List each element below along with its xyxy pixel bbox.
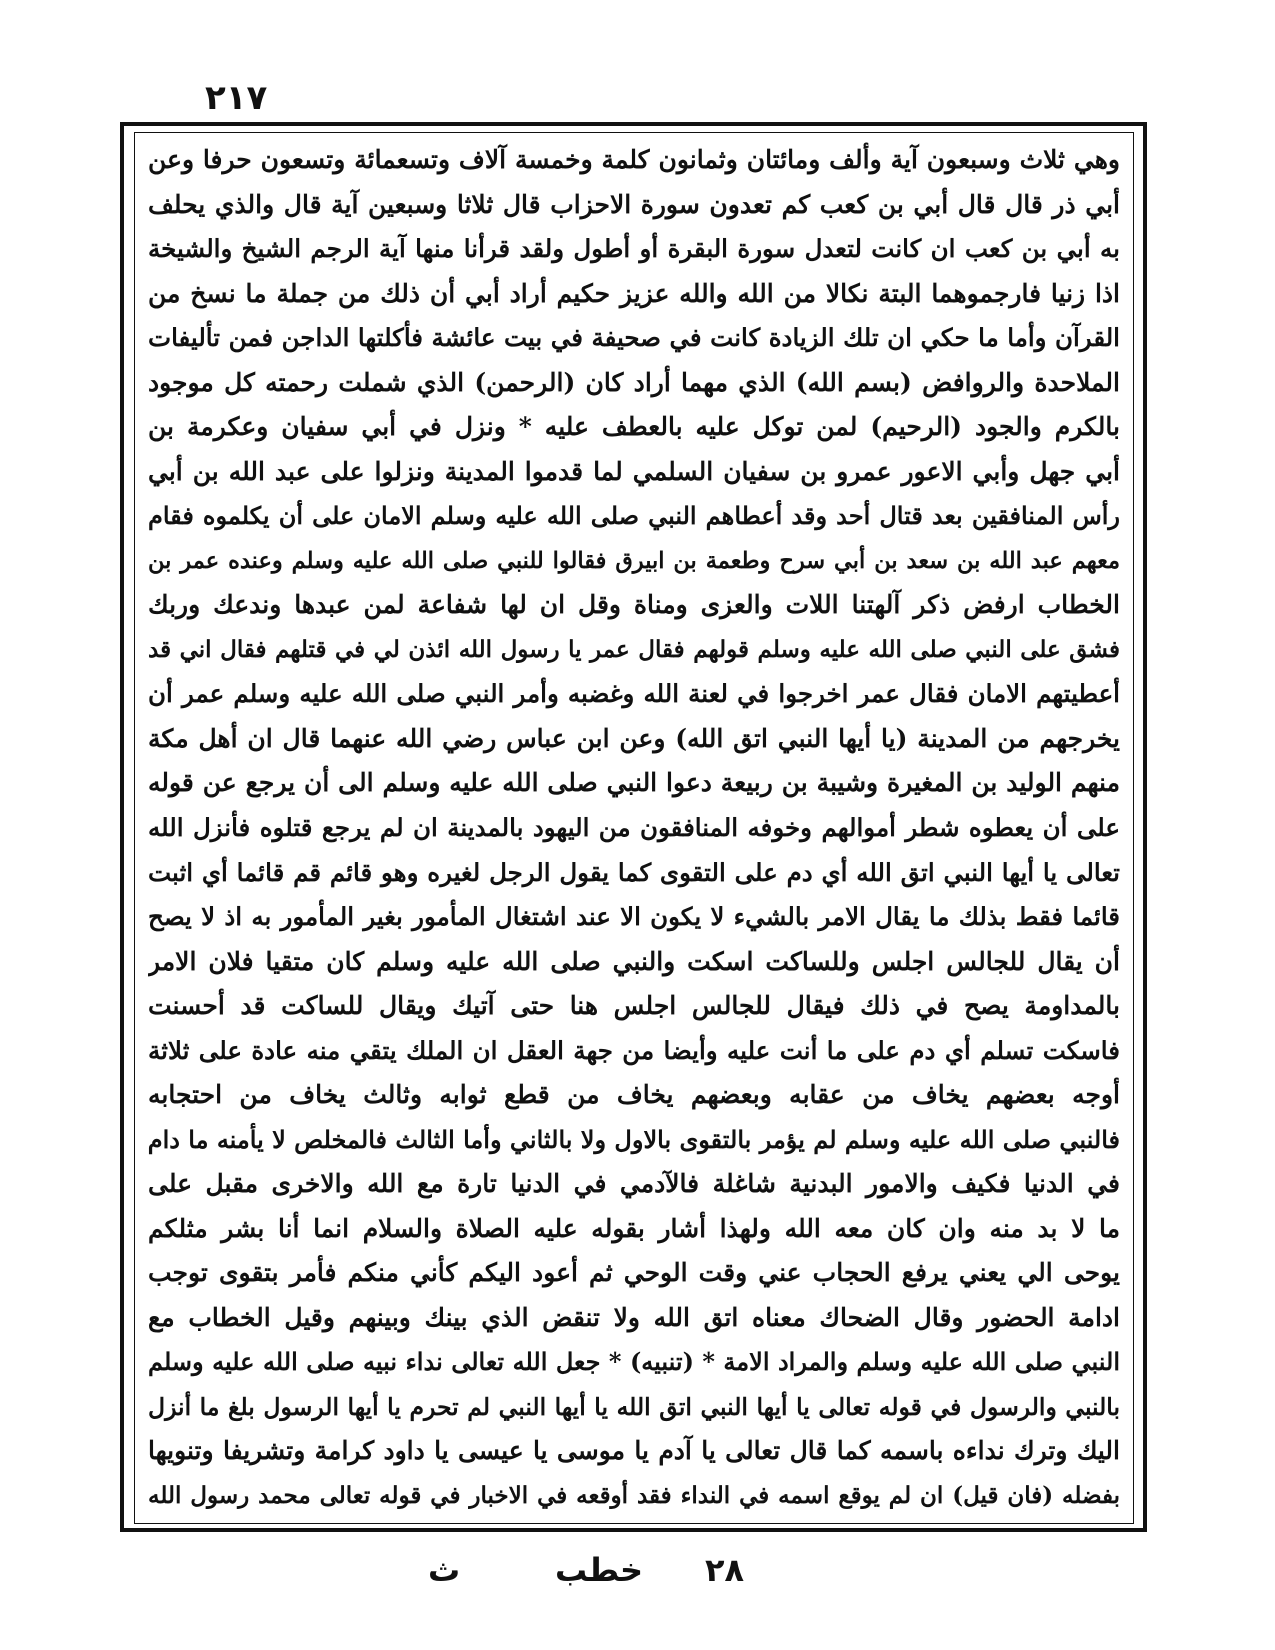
page-footer: [0, 1545, 1275, 1595]
text-line: معهم عبد الله بن سعد بن أبي سرح وطعمة بن ابيرق فقالوا للنبي صلى الله عليه وسلم وعنده عمر بن: [148, 547, 1120, 574]
text-line: تعالى يا أيها النبي اتق الله أي دم على التقوى كما يقول الرجل لغيره وهو قائم قم قائما أي اثبت: [148, 857, 1120, 887]
text-line: أوجه بعضهم يخاف من عقابه وبعضهم يخاف من قطع ثوابه وثالث يخاف من احتجابه: [148, 1080, 1120, 1110]
text-line: رأس المنافقين بعد قتال أحد وقد أعطاهم النبي صلى الله عليه وسلم الامان على أن يكلموه فقام: [148, 501, 1120, 531]
text-line: القرآن وأما ما حكي ان تلك الزيادة كانت في صحيفة في بيت عائشة فأكلتها الداجن فمن تأليفات: [148, 323, 1120, 353]
text-line: بفضله (فان قيل) ان لم يوقع اسمه في النداء فقد أوقعه في الاخبار في قوله تعالى محمد رسول الله: [148, 1481, 1120, 1509]
text-line: بالكرم والجود (الرحيم) لمن توكل عليه بالعطف عليه * ونزل في أبي سفيان وعكرمة بن: [148, 412, 1120, 442]
text-line: على أن يعطوه شطر أموالهم وخوفه المنافقون من اليهود بالمدينة ان لم يرجع قتلوه فأنزل الله: [148, 812, 1120, 842]
text-line: النبي صلى الله عليه وسلم والمراد الامة * (تنبيه) * جعل الله تعالى نداء نبيه صلى الله عليه وسلم: [148, 1347, 1120, 1377]
text-line: الملاحدة والروافض (بسم الله) الذي مهما أراد كان (الرحمن) الذي شملت رحمته كل موجود: [148, 367, 1120, 397]
text-line: يخرجهم من المدينة (يا أيها النبي اتق الله) وعن ابن عباس رضي الله عنهما قال ان أهل مكة: [148, 723, 1120, 753]
footer-catchword: خطب: [555, 1551, 644, 1589]
text-line: الخطاب ارفض ذكر آلهتنا اللات والعزى ومناة وقل ان لها شفاعة لمن عبدها وندعك وربك: [148, 590, 1120, 620]
text-line: فالنبي صلى الله عليه وسلم لم يؤمر بالتقوى بالاول ولا بالثاني وأما الثالث فالمخلص لا يأمنه ما دام: [148, 1124, 1120, 1154]
text-line: فاسكت تسلم أي دم على ما أنت عليه وأيضا من جهة العقل ان الملك يتقي منه عادة على ثلاثة: [148, 1035, 1120, 1065]
footer-signature-number: ٢٨: [705, 1551, 745, 1589]
main-text-body: [148, 142, 1120, 1514]
text-line: أبي جهل وأبي الاعور عمرو بن سفيان السلمي لما قدموا المدينة ونزلوا على عبد الله بن أبي: [148, 456, 1120, 486]
text-line: منهم الوليد بن المغيرة وشيبة بن ربيعة دعوا النبي صلى الله عليه وسلم الى أن يرجع عن قوله: [148, 768, 1120, 798]
text-line: أعطيتهم الامان فقال عمر اخرجوا في لعنة الله وغضبه وأمر النبي صلى الله عليه وسلم عمر أن: [148, 679, 1120, 709]
text-line: ادامة الحضور وقال الضحاك معناه اتق الله ولا تنقض الذي بينك وبينهم وقيل الخطاب مع: [148, 1302, 1120, 1332]
footer-letter: ث: [428, 1551, 461, 1589]
text-line: اليك وترك نداءه باسمه كما قال تعالى يا آدم يا موسى يا عيسى يا داود كرامة وتشريفا وتنويها: [148, 1436, 1120, 1466]
text-line: أبي ذر قال قال أبي بن كعب كم تعدون سورة الاحزاب قال ثلاثا وسبعين آية قال والذي يحلف: [148, 189, 1120, 219]
text-line: به أبي بن كعب ان كانت لتعدل سورة البقرة أو أطول ولقد قرأنا منها آية الرجم الشيخ والشيخة: [148, 234, 1120, 264]
page-number: ٢١٧: [205, 78, 268, 118]
text-line: وهي ثلاث وسبعون آية وألف ومائتان وثمانون كلمة وخمسة آلاف وتسعمائة وتسعون حرفا وعن: [148, 145, 1120, 174]
text-line: بالمداومة يصح في ذلك فيقال للجالس اجلس هنا حتى آتيك ويقال للساكت قد أحسنت: [148, 991, 1120, 1021]
text-line: أن يقال للجالس اجلس وللساكت اسكت والنبي صلى الله عليه وسلم كان متقيا فلان الامر: [148, 946, 1120, 976]
text-line: فشق على النبي صلى الله عليه وسلم قولهم فقال عمر يا رسول الله ائذن لي في قتلهم فقال اني قد: [148, 635, 1120, 663]
text-line: يوحى الي يعني يرفع الحجاب عني وقت الوحي ثم أعود اليكم كأني منكم فأمر بتقوى توجب: [148, 1258, 1120, 1288]
text-line: قائما فقط بذلك ما يقال الامر بالشيء لا يكون الا عند اشتغال المأمور بغير المأمور به اذ لا يصح: [148, 902, 1120, 932]
text-line: ما لا بد منه وان كان معه الله ولهذا أشار بقوله عليه الصلاة والسلام انما أنا بشر مثلكم: [148, 1213, 1120, 1243]
text-line: في الدنيا فكيف والامور البدنية شاغلة فالآدمي في الدنيا تارة مع الله والاخرى مقبل على: [148, 1169, 1120, 1199]
text-line: بالنبي والرسول في قوله تعالى يا أيها النبي اتق الله يا أيها النبي لم تحرم يا أيها الرسول بلغ ما أنزل: [148, 1392, 1120, 1421]
text-line: اذا زنيا فارجموهما البتة نكالا من الله والله عزيز حكيم أراد أبي أن ذلك من جملة ما نسخ من: [148, 278, 1120, 308]
